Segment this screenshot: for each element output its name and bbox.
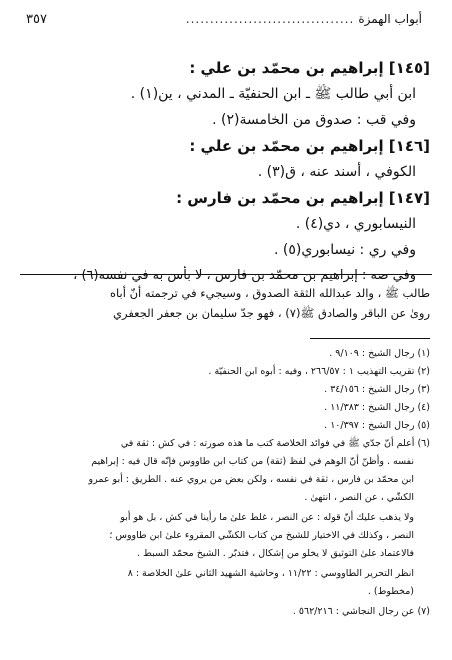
entry-line: وفي قب : صدوق من الخامسة(٢) . [212,112,416,128]
section-divider [20,274,432,275]
footnote-continuation: النصر ، وكذلك في الاختيار للشيخ من كتاب الكشّي المقروء علىٰ ابن طاووس ؛ [109,530,414,541]
footnote-continuation: ولا يذهب عليك أنّ قوله : عن النصر ، غلط علىٰ ما رأينا في كش ، بل هو أبو [120,512,414,523]
footnote-continuation: نفسه . وأظنّ أنّ الوهم في لفظ (ثقة) من كتاب ابن طاووس فإنّه قال فيه : إبراهيم [91,456,414,467]
page-header [26,12,422,27]
footnote: (٦) أعلم أنّ جدّي ﷺ في فوائد الخلاصة كتب ما هذه صورته : في كش : ثقة في [120,438,430,449]
footnote: (٥) رجال الشيخ : ١٠/٣٩٧ . [324,420,430,431]
footnote-continuation: فالاعتماد علىٰ التوثيق لا يخلو من إشكال ، فتدبّر . الشيخ محمّد السبط . [137,548,414,559]
footnote: (٢) تقريب التهذيب ١ : ٢٦٦/٥٧ ، وفيه : أبوه ابن الحنفيّة . [208,366,430,377]
entry-heading: [١٤٧] إبراهيم بن محمّد بن فارس : [176,189,430,207]
entry-heading: [١٤٦] إبراهيم بن محمّد بن علي : [189,137,430,155]
footnote-continuation: الكشّي ، عن النصر ، انتهىٰ . [304,492,414,503]
entry-line: ابن أبي طالب ﷺ ـ ابن الحنفيّة ـ المدني ، ين(١) . [130,86,416,102]
page-number: ٣٥٧ [26,12,47,27]
entry-heading: [١٤٥] إبراهيم بن محمّد بن علي : [189,59,430,77]
footnote-continuation: انظر التحرير الطاووسي : ١١/٢٢ ، وحاشية الشهيد الثاني علىٰ الخلاصة : ٨ [127,568,414,579]
footnote-divider [310,338,430,339]
entry-line: وفي صه : إبراهيم بن محمّد بن فارس ، لا بأس به في نفسه(٦) ، [73,268,416,283]
continuation-line: روىٰ عن الباقر والصادق ﷺ(٧) ، فهو جدّ سليمان بن جعفر الجعفري [113,306,430,320]
leader-dots: ................................... [185,12,355,26]
continuation-line: طالب ﷺ ، والد عبدالله الثقة الصدوق ، وسيجيء في ترجمته أنّ أباه [110,286,430,300]
entry-line: وفي ري : نيسابوري(٥) . [274,242,416,258]
footnote-continuation: (مخطوط) . [367,586,414,597]
footnote: (٤) رجال الشيخ : ١١/٣٨٣ . [324,402,430,413]
running-title: أبواب الهمزة [358,12,422,26]
entry-line: الكوفي ، أسند عنه ، ق(٣) . [257,164,416,180]
entry-line: النيسابوري ، دي(٤) . [295,216,416,232]
footnote: (٧) عن رجال النجاشي : ٥٦٢/٢١٦ . [292,606,430,617]
footnote: (٣) رجال الشيخ : ٣٤/١٥٦ . [324,384,430,395]
footnote-continuation: ابن محمّد بن فارس ، ثقة في نفسه ، ولكن بعض من يروي عنه . الطريق : أبو عمرو [88,474,414,485]
footnote: (١) رجال الشيخ : ٩/١٠٩ . [329,348,430,359]
